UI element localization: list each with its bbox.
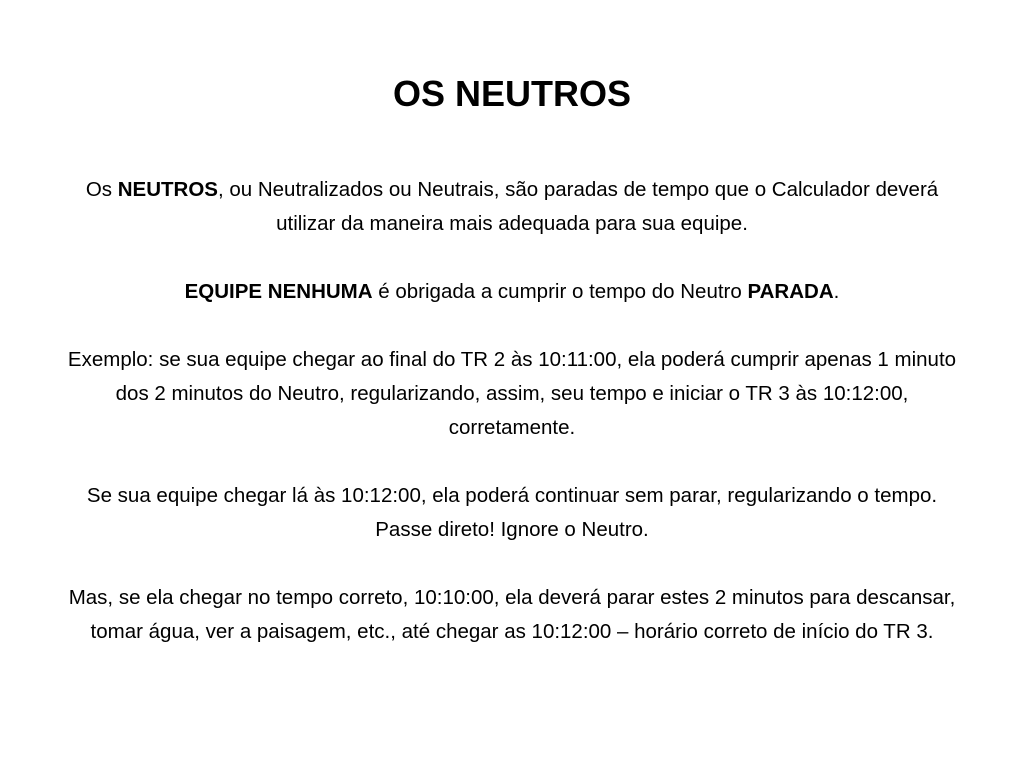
slide-body — [62, 173, 962, 649]
paragraph-pass-through: Se sua equipe chegar lá às 10:12:00, ela poderá continuar sem parar, regularizando o tempo. Passe direto! Ignore o Neutro. — [86, 484, 938, 541]
paragraph-rule-period: . — [833, 280, 840, 303]
paragraph-on-time: Mas, se ela chegar no tempo correto, 10:10:00, ela deverá parar estes 2 minutos para descansar, tomar água, ver a paisagem, etc., até chegar as 10:12:00 – horário correto de início do TR 3. — [68, 586, 956, 643]
paragraph-rule-text: é obrigada a cumprir o tempo do Neutro — [372, 280, 748, 303]
paragraph-definition — [62, 173, 962, 241]
slide-title: OS NEUTROS — [392, 73, 632, 114]
paragraph-rule — [62, 275, 962, 309]
paragraph-definition-bold-term: NEUTROS — [117, 178, 218, 201]
paragraph-example: Exemplo: se sua equipe chegar ao final do TR 2 às 10:11:00, ela poderá cumprir apenas 1 minuto dos 2 minutos do Neutro, regularizando, assim, seu tempo e iniciar o TR 3 às 10:12:00, corretamente. — [67, 348, 957, 439]
paragraph-definition-rest: , ou Neutralizados ou Neutrais, são paradas de tempo que o Calculador deverá utilizar da maneira mais adequada para sua equipe. — [217, 178, 939, 235]
paragraph-definition-intro: Os — [85, 178, 118, 201]
paragraph-rule-bold-term: PARADA — [747, 280, 834, 303]
paragraph-rule-bold-subject: EQUIPE NENHUMA — [184, 280, 373, 303]
